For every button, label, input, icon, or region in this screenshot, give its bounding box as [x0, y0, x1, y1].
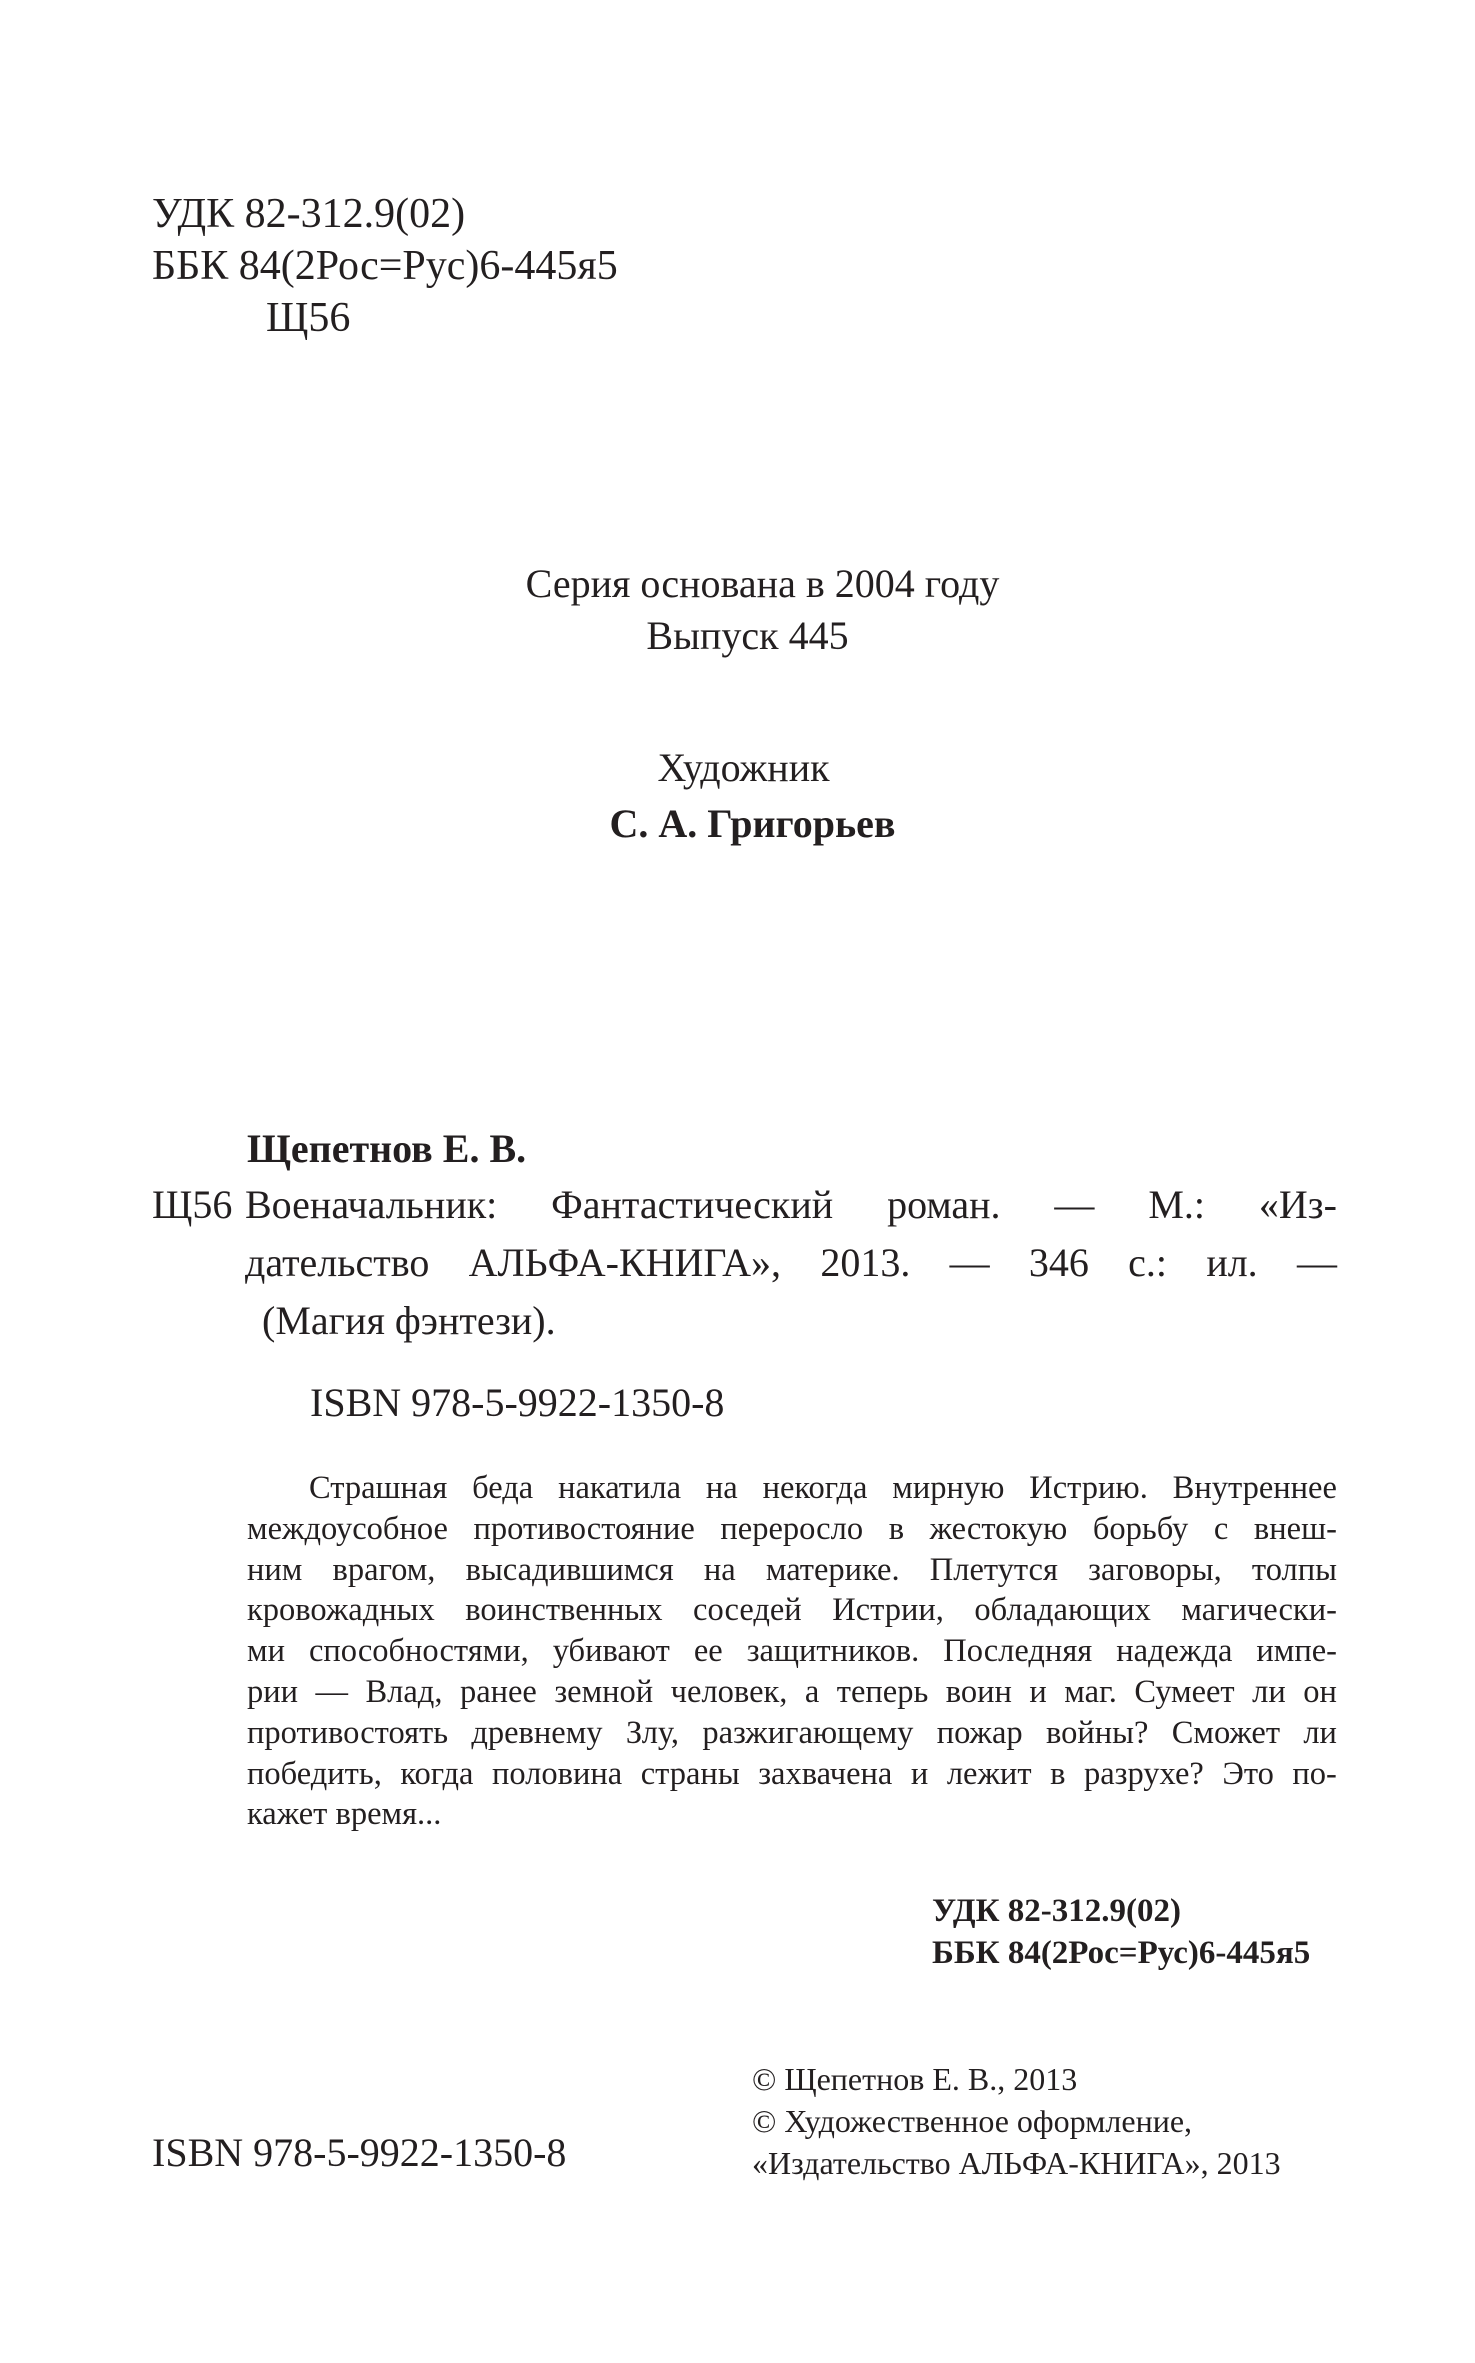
annotation-word: убивают — [552, 1633, 670, 1670]
bbk-code: ББК 84(2Рос=Рус)6-445я5 — [152, 243, 618, 289]
annotation-word: толпы — [1251, 1551, 1337, 1588]
annotation-word: ним — [247, 1551, 303, 1588]
annotation-line — [247, 1509, 1337, 1550]
annotation-word: заговоры, — [1088, 1551, 1222, 1588]
annotation-word: победить, — [247, 1755, 382, 1792]
series-name: (Магия фэнтези). — [262, 1298, 556, 1343]
annotation-word: Истрии, — [832, 1592, 944, 1629]
biblio-word: Фантастический — [551, 1182, 834, 1227]
classification-codes-bottom — [932, 1890, 1310, 1974]
annotation-word: врагом, — [332, 1551, 436, 1588]
annotation-word: Последняя — [943, 1633, 1093, 1670]
annotation-word: кажет время... — [247, 1796, 442, 1833]
annotation-word: войны? — [1045, 1714, 1149, 1751]
annotation-word: он — [1303, 1673, 1337, 1710]
annotation-word: междоусобное — [247, 1510, 448, 1547]
annotation-word: беда — [472, 1470, 534, 1506]
annotation-word: Внутреннее — [1172, 1470, 1337, 1506]
catalog-mark: Щ56 — [152, 1182, 233, 1227]
annotation-word: внеш- — [1253, 1510, 1337, 1547]
annotation-word: в — [888, 1510, 905, 1547]
annotation-word: обладающих — [974, 1592, 1151, 1629]
biblio-word: 2013. — [820, 1240, 911, 1285]
annotation-line — [247, 1631, 1337, 1672]
annotation-word: рии — [247, 1673, 299, 1710]
annotation-word: Влад, — [365, 1673, 443, 1710]
series-info — [0, 558, 1475, 662]
annotation-word: Истрию. — [1029, 1470, 1148, 1506]
annotation-word: Это — [1222, 1755, 1274, 1792]
annotation-word: и — [1029, 1673, 1047, 1710]
annotation-word: надежда — [1116, 1633, 1233, 1670]
annotation-word: способностями, — [308, 1633, 529, 1670]
artist-name: С. А. Григорьев — [609, 801, 896, 846]
annotation-word: воин — [945, 1673, 1012, 1710]
annotation-word: страны — [640, 1755, 740, 1792]
annotation-word: в — [1050, 1755, 1066, 1792]
author-mark: Щ56 — [266, 295, 351, 341]
biblio-word: «Из- — [1258, 1182, 1337, 1227]
biblio-word: Военачальник: — [245, 1182, 498, 1227]
annotation-word: ранее — [459, 1673, 537, 1710]
annotation-line — [247, 1590, 1337, 1631]
biblio-word: с.: — [1128, 1240, 1168, 1285]
annotation-word: Сможет — [1171, 1714, 1281, 1751]
isbn-bottom: ISBN 978-5-9922-1350-8 — [152, 2130, 567, 2175]
biblio-word: роман. — [887, 1182, 1001, 1227]
annotation-word: лежит — [946, 1755, 1032, 1792]
annotation-word: земной — [554, 1673, 654, 1710]
annotation-word: ли — [1252, 1673, 1286, 1710]
annotation-word: противостояние — [473, 1510, 695, 1547]
bibliographic-description — [152, 1176, 1337, 1350]
annotation-line — [247, 1794, 1337, 1835]
biblio-word: дательство — [245, 1240, 430, 1285]
biblio-word: М.: — [1148, 1182, 1206, 1227]
series-issue: Выпуск 445 — [646, 613, 849, 658]
annotation-word: пожар — [936, 1714, 1023, 1751]
annotation-word: Страшная — [309, 1470, 448, 1506]
annotation-word: жестокую — [929, 1510, 1068, 1547]
annotation-word: ми — [247, 1633, 285, 1670]
bbk-code-bottom: ББК 84(2Рос=Рус)6-445я5 — [932, 1935, 1311, 1971]
copyright-design: © Художественное оформление, — [752, 2103, 1193, 2139]
annotation-word: некогда — [762, 1470, 868, 1506]
annotation-word: Сумеет — [1134, 1673, 1235, 1710]
annotation — [247, 1468, 1337, 1835]
udk-code-bottom: УДК 82-312.9(02) — [932, 1893, 1181, 1929]
annotation-word: древнему — [471, 1714, 603, 1751]
annotation-word: борьбу — [1092, 1510, 1189, 1547]
annotation-word: ли — [1303, 1714, 1337, 1751]
biblio-line-1 — [152, 1176, 1337, 1234]
annotation-word: и — [910, 1755, 929, 1792]
annotation-word: ее — [693, 1633, 723, 1670]
annotation-word: магически- — [1181, 1592, 1337, 1629]
series-founded: Серия основана в 2004 году — [525, 561, 1000, 606]
annotation-word: когда — [400, 1755, 474, 1792]
annotation-word: накатила — [558, 1470, 682, 1506]
annotation-word: соседей — [693, 1592, 802, 1629]
annotation-word: разрухе? — [1083, 1755, 1204, 1792]
annotation-word: противостоять — [247, 1714, 449, 1751]
copyright-author: © Щепетнов Е. В., 2013 — [752, 2061, 1078, 2097]
biblio-line-3 — [152, 1292, 1337, 1350]
annotation-word: на — [705, 1470, 738, 1506]
copyright-block — [752, 2058, 1281, 2184]
annotation-line — [247, 1550, 1337, 1591]
annotation-word: маг. — [1064, 1673, 1117, 1710]
author-heading: Щепетнов Е. В. — [247, 1126, 527, 1171]
annotation-word: материке. — [765, 1551, 900, 1588]
annotation-line — [247, 1754, 1337, 1795]
annotation-word: с — [1213, 1510, 1229, 1547]
annotation-word: разжигающему — [702, 1714, 914, 1751]
biblio-line-1-text — [245, 1176, 1337, 1234]
annotation-word: по- — [1292, 1755, 1337, 1792]
annotation-word: теперь — [836, 1673, 929, 1710]
biblio-word: АЛЬФА-КНИГА», — [468, 1240, 782, 1285]
annotation-word: на — [703, 1551, 736, 1588]
biblio-word: 346 — [1028, 1240, 1089, 1285]
annotation-word: Плетутся — [929, 1551, 1058, 1588]
annotation-word: а — [804, 1673, 820, 1710]
annotation-word: захвачена — [758, 1755, 893, 1792]
biblio-word: — — [1054, 1182, 1095, 1227]
annotation-word: кровожадных — [247, 1592, 435, 1629]
annotation-word: переросло — [720, 1510, 864, 1547]
annotation-word: человек, — [670, 1673, 788, 1710]
artist-label: Художник — [657, 745, 830, 790]
annotation-word: защитников. — [746, 1633, 920, 1670]
annotation-line — [247, 1672, 1337, 1713]
classification-codes-top — [152, 188, 618, 344]
artist-credit — [0, 740, 1475, 852]
annotation-word: импе- — [1256, 1633, 1337, 1670]
annotation-word: половина — [491, 1755, 623, 1792]
biblio-word: — — [1296, 1240, 1337, 1285]
biblio-line-2 — [152, 1234, 1337, 1292]
copyright-publisher: «Издательство АЛЬФА-КНИГА», 2013 — [752, 2145, 1281, 2181]
annotation-word: Злу, — [625, 1714, 680, 1751]
annotation-word: — — [315, 1673, 349, 1710]
annotation-line — [247, 1713, 1337, 1754]
isbn-middle: ISBN 978-5-9922-1350-8 — [310, 1380, 725, 1425]
biblio-word: ил. — [1206, 1240, 1258, 1285]
biblio-word: — — [949, 1240, 990, 1285]
annotation-line — [247, 1468, 1337, 1509]
annotation-word: воинственных — [465, 1592, 663, 1629]
udk-code: УДК 82-312.9(02) — [152, 191, 466, 237]
annotation-word: высадившимся — [465, 1551, 674, 1588]
annotation-word: мирную — [892, 1470, 1005, 1506]
